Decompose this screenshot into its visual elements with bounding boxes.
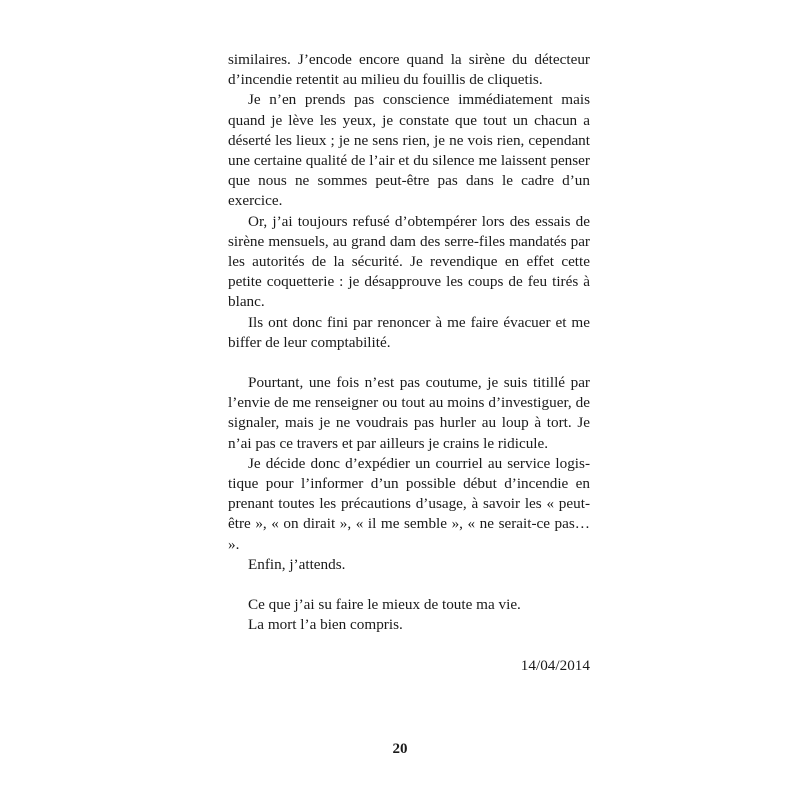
page-number: 20 xyxy=(392,741,408,757)
paragraph: La mort l’a bien compris. xyxy=(248,616,403,634)
paragraph: similaires. J’encode encore quand la sirène du détecteur d’incendie retentit au milieu du fouillis de cliquetis. xyxy=(228,51,590,89)
paragraph: Je n’en prends pas conscience immédiatement mais quand je lève les yeux, je constate que tout un chacun a déserté les lieux ; je ne sens rien, je ne vois rien, cependant une certaine qualité de l’air et du silence me laissent penser que nous ne sommes peut-être pas dans le cadre d’un exercice. xyxy=(228,91,590,210)
paragraph: Pourtant, une fois n’est pas coutume, je suis titillé par l’envie de me renseigner ou tout au moins d’investiguer, de signaler, mais je ne voudrais pas hurler au loup à tort. Je n’ai pas ce travers et par ailleurs je crains le ridicule. xyxy=(228,374,590,452)
paragraph: Enfin, j’attends. xyxy=(248,555,346,573)
paragraph: Or, j’ai toujours refusé d’obtempérer lors des essais de sirène mensuels, au grand dam des serre-files mandatés par les autorités de la sécurité. Je revendique en effet cette petite coquetterie : je désapprouve les coups de feu tirés à blanc. xyxy=(228,212,590,311)
paragraph: Ils ont donc fini par renoncer à me faire évacuer et me biffer de leur comptabilité. xyxy=(228,313,590,351)
paragraph: Ce que j’ai su faire le mieux de toute ma vie. xyxy=(248,596,521,614)
date-line: 14/04/2014 xyxy=(520,657,590,675)
paragraph: Je décide donc d’expédier un courriel au service logistique pour l’informer d’un possible début d’incendie en prenant toutes les précautions d’usage, à savoir les « peut-être », « on dirait », « il me semble », « ne serait-ce pas… ». xyxy=(228,454,590,553)
body-text xyxy=(228,50,590,677)
